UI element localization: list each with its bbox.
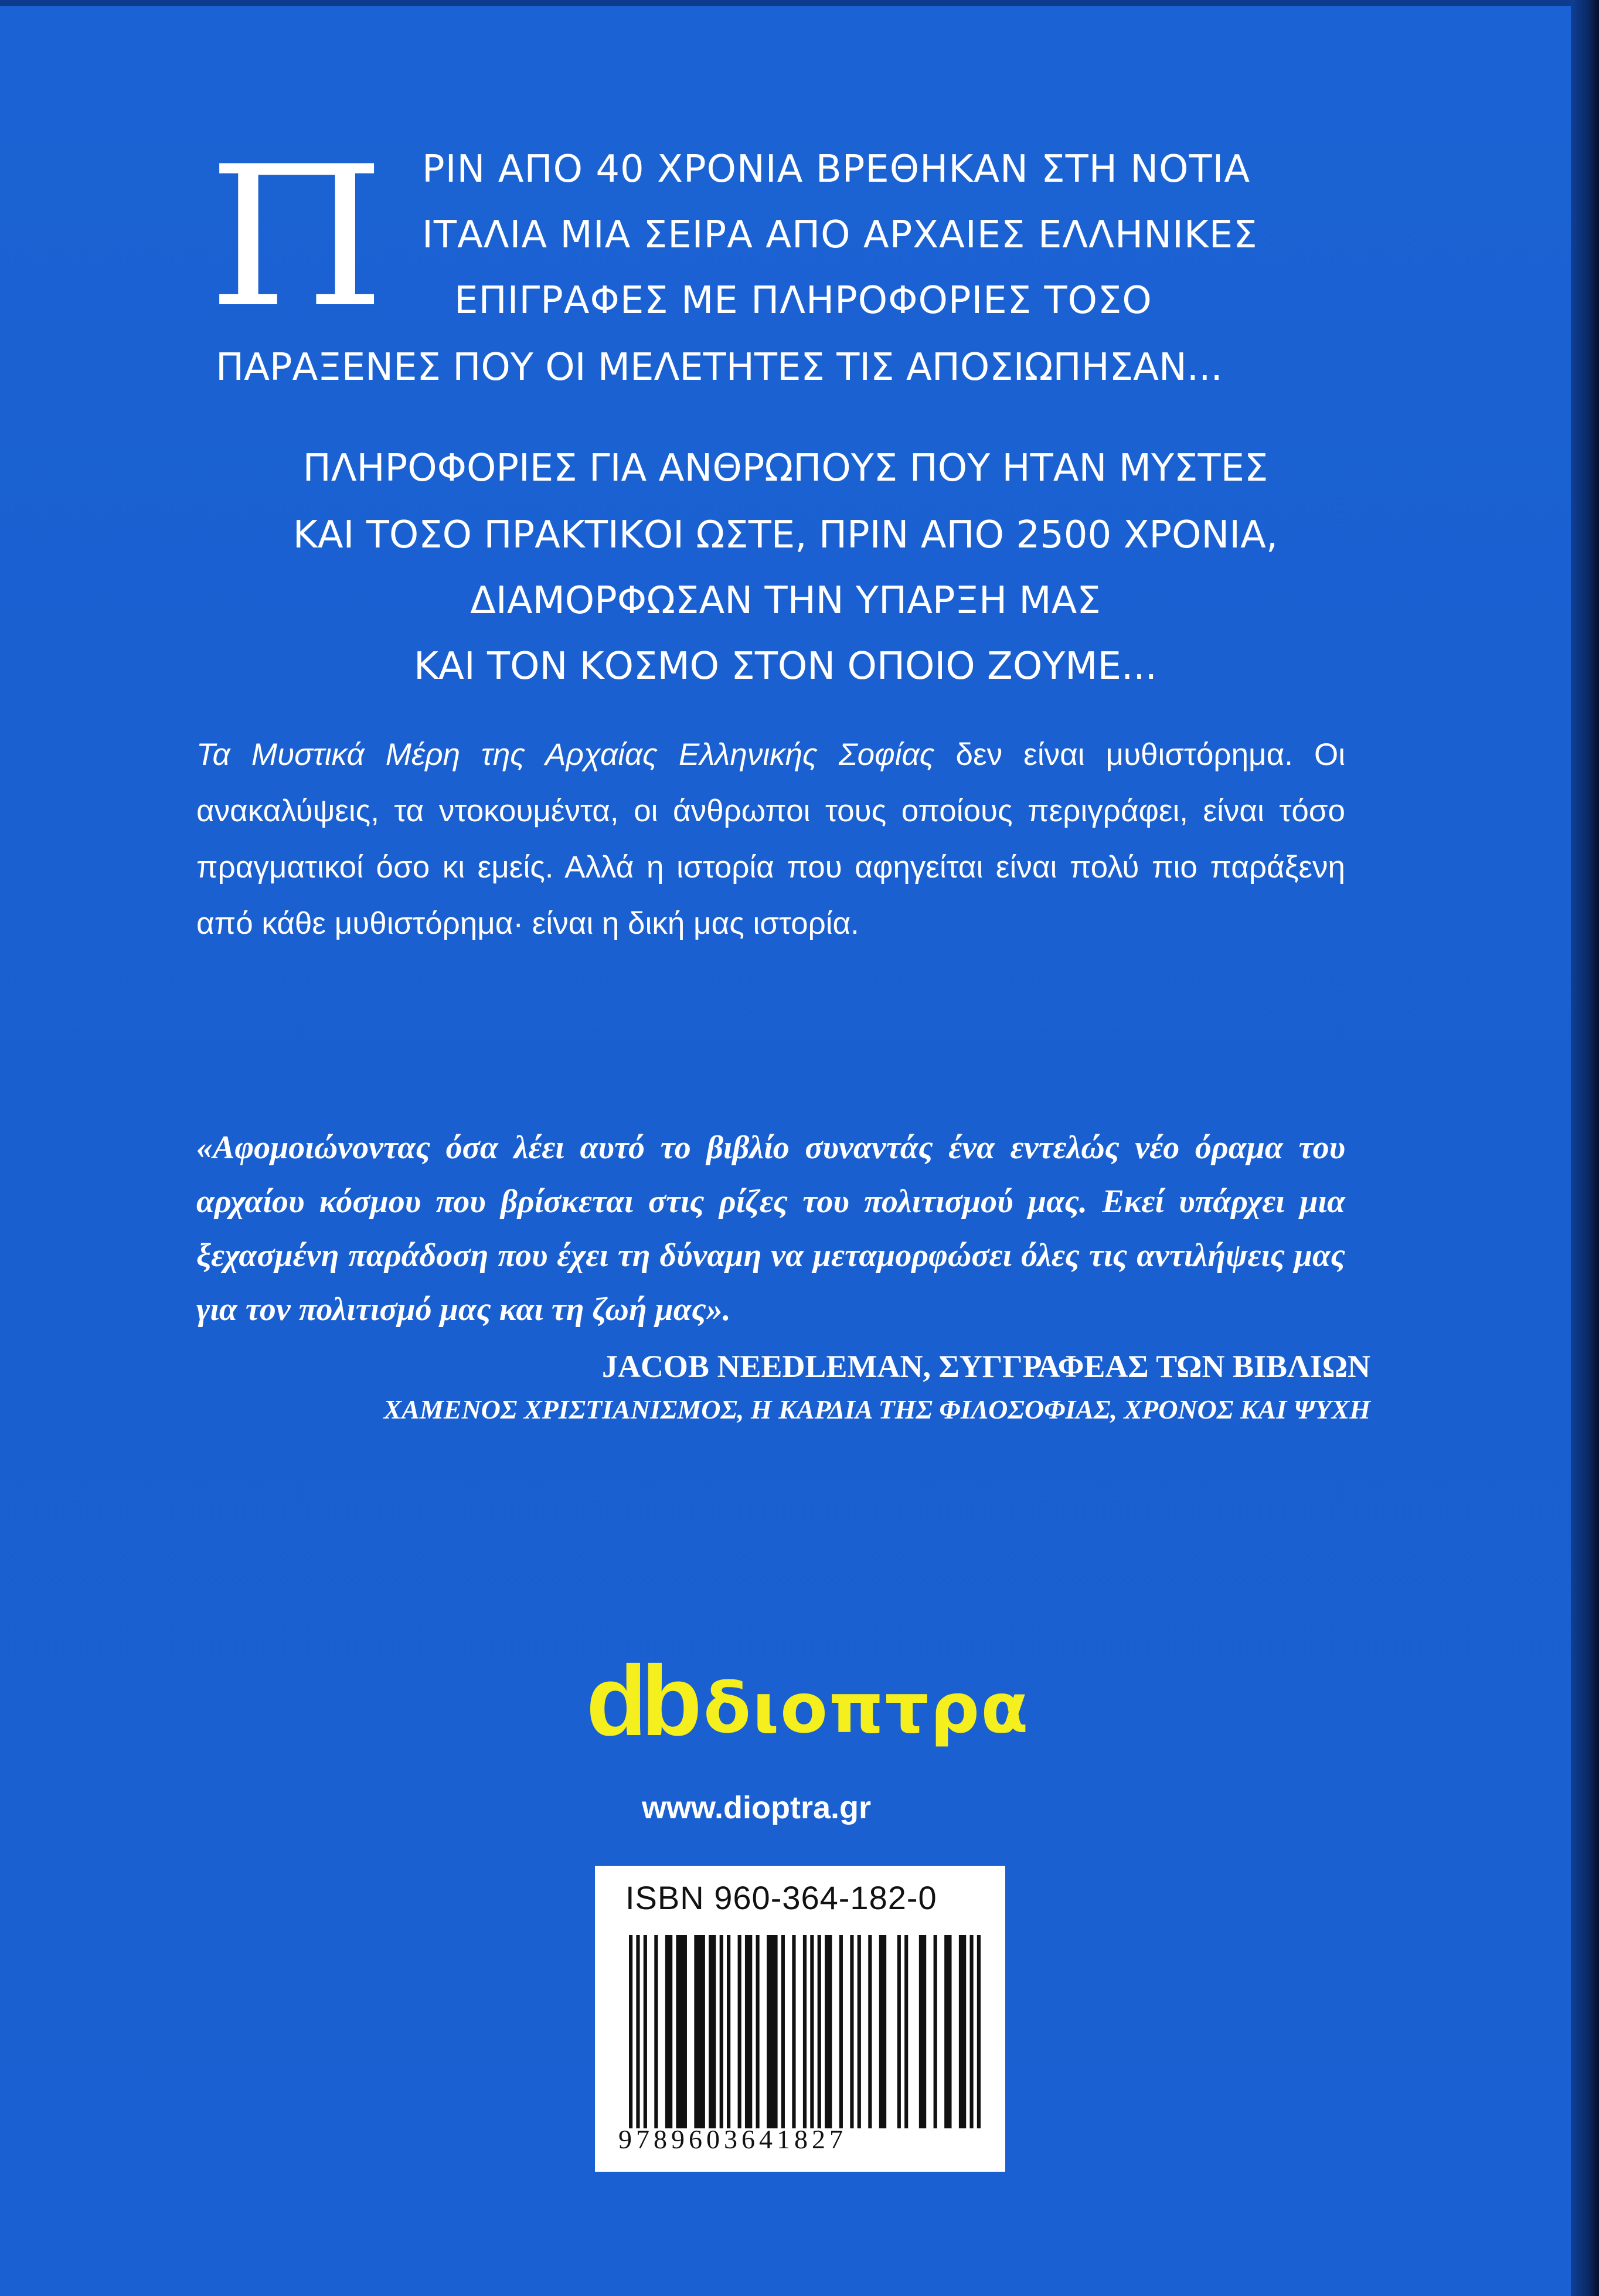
barcode-bar [636, 1935, 639, 2128]
barcode-bar [977, 1935, 981, 2128]
intro-line-1: ΡΙΝ ΑΠΟ 40 ΧΡΟΝΙΑ ΒΡΕΘΗΚΑΝ ΣΤΗ ΝΟΤΙΑ [422, 148, 1251, 191]
barcode-bar [654, 1935, 658, 2128]
block2-line-1: ΠΛΗΡΟΦΟΡΙΕΣ ΓΙΑ ΑΝΘΡΩΠΟΥΣ ΠΟΥ ΗΤΑΝ ΜΥΣΤΕΣ [302, 447, 1268, 490]
review-quote: «Αφομοιώνοντας όσα λέει αυτό το βιβλίο συναντάς ένα εντελώς νέο όραμα του αρχαίου κόσμου που βρίσκεται στις ρίζες του πολιτισμού μας. Εκεί υπάρχει μια ξεχασμένη παράδοση που έχει τη δύναμη να μεταμορφώσει όλες τις αντιλήψεις μας για τον πολιτισμό μας και τη ζωή μας». [196, 1130, 1345, 1328]
block2-line-2: ΚΑΙ ΤΟΣΟ ΠΡΑΚΤΙΚΟΙ ΩΣΤΕ, ΠΡΙΝ ΑΠΟ 2500 ΧΡΟΝΙΑ, [292, 513, 1278, 557]
barcode-bar [694, 1935, 705, 2128]
barcode-bar [767, 1935, 778, 2128]
barcode-digits: 9789603641827 [618, 2124, 847, 2154]
barcode-bar [959, 1935, 966, 2128]
barcode-bar [825, 1935, 832, 2128]
barcode-bar [738, 1935, 741, 2128]
barcode-bar [756, 1935, 759, 2128]
logo-mark: db [586, 1659, 696, 1753]
barcode-box [595, 1866, 1005, 2172]
barcode-bar [868, 1935, 872, 2128]
barcode-bar [727, 1935, 730, 2128]
barcode-bar [879, 1935, 886, 2128]
barcode-bar [810, 1935, 814, 2128]
barcode-bar [720, 1935, 723, 2128]
publisher-url[interactable]: www.dioptra.gr [642, 1790, 871, 1825]
barcode-bar [676, 1935, 687, 2128]
intro-line-2: ΙΤΑΛΙΑ ΜΙΑ ΣΕΙΡΑ ΑΠΟ ΑΡΧΑΙΕΣ ΕΛΛΗΝΙΚΕΣ [422, 213, 1258, 257]
barcode-bar [944, 1935, 951, 2128]
drop-cap: Π [208, 125, 386, 350]
author-books: ΧΑΜΕΝΟΣ ΧΡΙΣΤΙΑΝΙΣΜΟΣ, Η ΚΑΡΔΙΑ ΤΗΣ ΦΙΛΟΣΟΦΙΑΣ, ΧΡΟΝΟΣ ΚΑΙ ΨΥΧΗ [383, 1394, 1370, 1424]
barcode-bar [818, 1935, 821, 2128]
cover-top-edge [0, 0, 1571, 6]
barcode-bar [969, 1935, 973, 2128]
barcode-bar [745, 1935, 752, 2128]
description-text: δεν είναι μυθιστόρημα. Οι ανακαλύψεις, τα ντοκουμέντα, οι άνθρωποι τους οποίους περιγράφει, είναι τόσο πραγματικοί όσο κι εμείς. Αλλά η ιστορία που αφηγείται είναι πολύ πιο παράξενη από κάθε μυθιστόρημα· είναι η δική μας ιστορία. [196, 737, 1345, 941]
block2-line-4: ΚΑΙ ΤΟΝ ΚΟΣΜΟ ΣΤΟΝ ΟΠΟΙΟ ΖΟΥΜΕ... [414, 645, 1157, 688]
block2-line-3: ΔΙΑΜΟΡΦΩΣΑΝ ΤΗΝ ΥΠΑΡΞΗ ΜΑΣ [470, 579, 1101, 623]
barcode-bar [792, 1935, 795, 2128]
barcode-bar [644, 1935, 647, 2128]
barcode-bar [850, 1935, 853, 2128]
barcode-bar [709, 1935, 716, 2128]
barcode-bar [629, 1935, 632, 2128]
barcode-bar [934, 1935, 937, 2128]
barcode-bar [781, 1935, 785, 2128]
barcode-bar [803, 1935, 807, 2128]
spine-edge [1571, 0, 1599, 2296]
isbn-label: ISBN 960-364-182-0 [625, 1879, 937, 1916]
barcode-bar [839, 1935, 843, 2128]
barcode-bar [904, 1935, 908, 2128]
publisher-logo [586, 1659, 1032, 1753]
barcode-bars [629, 1935, 981, 2128]
barcode-bar [919, 1935, 926, 2128]
book-title: Τα Μυστικά Μέρη της Αρχαίας Ελληνικής Σοφίας [196, 737, 935, 772]
intro-line-4: ΠΑΡΑΞΕΝΕΣ ΠΟΥ ΟΙ ΜΕΛΕΤΗΤΕΣ ΤΙΣ ΑΠΟΣΙΩΠΗΣΑΝ... [216, 346, 1223, 389]
barcode-bar [665, 1935, 672, 2128]
barcode-bar [858, 1935, 861, 2128]
barcode-bar [897, 1935, 901, 2128]
intro-line-3: ΕΠΙΓΡΑΦΕΣ ΜΕ ΠΛΗΡΟΦΟΡΙΕΣ ΤΟΣΟ [454, 279, 1152, 322]
description-paragraph [196, 727, 1345, 952]
quote-author: JACOB NEEDLEMAN, ΣΥΓΓΡΑΦΕΑΣ ΤΩΝ ΒΙΒΛΙΩΝ [601, 1349, 1370, 1384]
logo-name: διοπτρα [703, 1668, 1030, 1749]
